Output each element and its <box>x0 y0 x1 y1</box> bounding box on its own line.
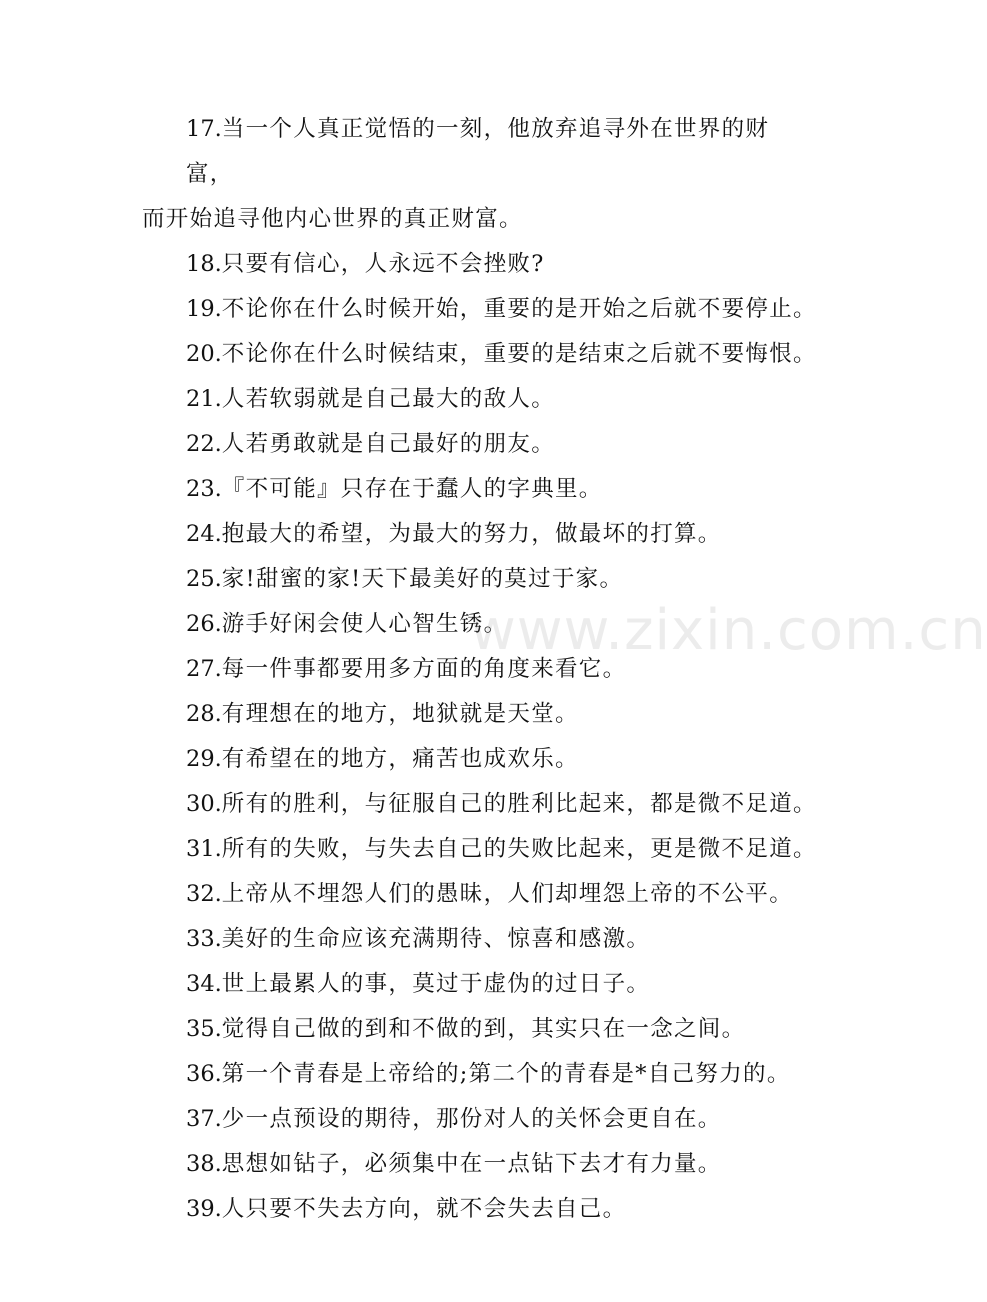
list-item <box>142 602 802 647</box>
item-text: 不论你在什么时候结束，重要的是结束之后就不要悔恨。 <box>221 341 817 367</box>
list-item <box>142 962 802 1007</box>
list-item <box>142 1007 802 1052</box>
item-number: 19. <box>186 296 222 322</box>
item-number: 24. <box>186 521 222 547</box>
item-number: 22. <box>186 431 222 457</box>
list-item <box>142 242 802 287</box>
list-item <box>142 737 802 782</box>
item-number: 23. <box>186 476 222 502</box>
item-number: 39. <box>186 1196 222 1222</box>
list-item <box>142 782 817 827</box>
item-text: 人只要不失去方向，就不会失去自己。 <box>221 1196 627 1222</box>
item-text: 抱最大的希望，为最大的努力，做最坏的打算。 <box>221 521 722 547</box>
list-item <box>142 287 817 332</box>
item-text: 游手好闲会使人心智生锈。 <box>221 611 508 637</box>
item-text: 美好的生命应该充满期待、惊喜和感激。 <box>221 926 651 952</box>
item-number: 20. <box>186 341 222 367</box>
item-number: 25. <box>186 566 222 592</box>
list-item <box>142 692 802 737</box>
item-text: 觉得自己做的到和不做的到，其实只在一念之间。 <box>221 1016 746 1042</box>
item-number: 36. <box>186 1061 222 1087</box>
item-text: 少一点预设的期待，那份对人的关怀会更自在。 <box>221 1106 722 1132</box>
item-text: 人若勇敢就是自己最好的朋友。 <box>221 431 555 457</box>
item-number: 26. <box>186 611 222 637</box>
list-item <box>142 332 817 377</box>
list-item <box>142 872 802 917</box>
item-number: 35. <box>186 1016 222 1042</box>
list-item <box>142 557 802 602</box>
list-item <box>142 1052 802 1097</box>
item-number: 38. <box>186 1151 222 1177</box>
item-text: 不论你在什么时候开始，重要的是开始之后就不要停止。 <box>221 296 817 322</box>
item-number: 28. <box>186 701 222 727</box>
item-text: 世上最累人的事，莫过于虚伪的过日子。 <box>221 971 651 997</box>
item-number: 37. <box>186 1106 222 1132</box>
list-item <box>142 467 802 512</box>
item-number: 33. <box>186 926 222 952</box>
list-item <box>142 647 802 692</box>
list-item <box>142 377 802 422</box>
quote-list <box>142 107 817 1232</box>
item-text: 所有的胜利，与征服自己的胜利比起来，都是微不足道。 <box>221 791 817 817</box>
item-text: 『不可能』只存在于蠢人的字典里。 <box>221 476 603 502</box>
list-item <box>142 1142 802 1187</box>
item-number: 18. <box>186 251 222 277</box>
item-text: 所有的失败，与失去自己的失败比起来，更是微不足道。 <box>221 836 817 862</box>
item-text-continuation: 而开始追寻他内心世界的真正财富。 <box>142 206 523 232</box>
item-number: 31. <box>186 836 222 862</box>
item-text: 当一个人真正觉悟的一刻，他放弃追寻外在世界的财富， <box>186 116 770 187</box>
list-item <box>142 422 802 467</box>
item-number: 30. <box>186 791 222 817</box>
item-number: 29. <box>186 746 222 772</box>
list-item <box>142 512 802 557</box>
item-number: 34. <box>186 971 222 997</box>
item-text: 上帝从不埋怨人们的愚昧，人们却埋怨上帝的不公平。 <box>221 881 793 907</box>
list-item <box>142 107 802 242</box>
item-text: 只要有信心，人永远不会挫败? <box>221 251 545 277</box>
item-number: 27. <box>186 656 222 682</box>
item-number: 32. <box>186 881 222 907</box>
item-text: 第一个青春是上帝给的;第二个的青春是*自己努力的。 <box>221 1061 791 1087</box>
item-text: 有理想在的地方，地狱就是天堂。 <box>221 701 579 727</box>
list-item <box>142 827 817 872</box>
item-text: 每一件事都要用多方面的角度来看它。 <box>221 656 627 682</box>
watermark: www.zixin.com.cn <box>470 598 987 663</box>
item-number: 17. <box>186 116 222 142</box>
list-item <box>142 1187 802 1232</box>
list-item <box>142 917 802 962</box>
item-text: 有希望在的地方，痛苦也成欢乐。 <box>221 746 579 772</box>
list-item <box>142 1097 802 1142</box>
item-number: 21. <box>186 386 222 412</box>
item-text: 思想如钻子，必须集中在一点钻下去才有力量。 <box>221 1151 722 1177</box>
item-text: 人若软弱就是自己最大的敌人。 <box>221 386 555 412</box>
item-text: 家!甜蜜的家!天下最美好的莫过于家。 <box>221 566 624 592</box>
